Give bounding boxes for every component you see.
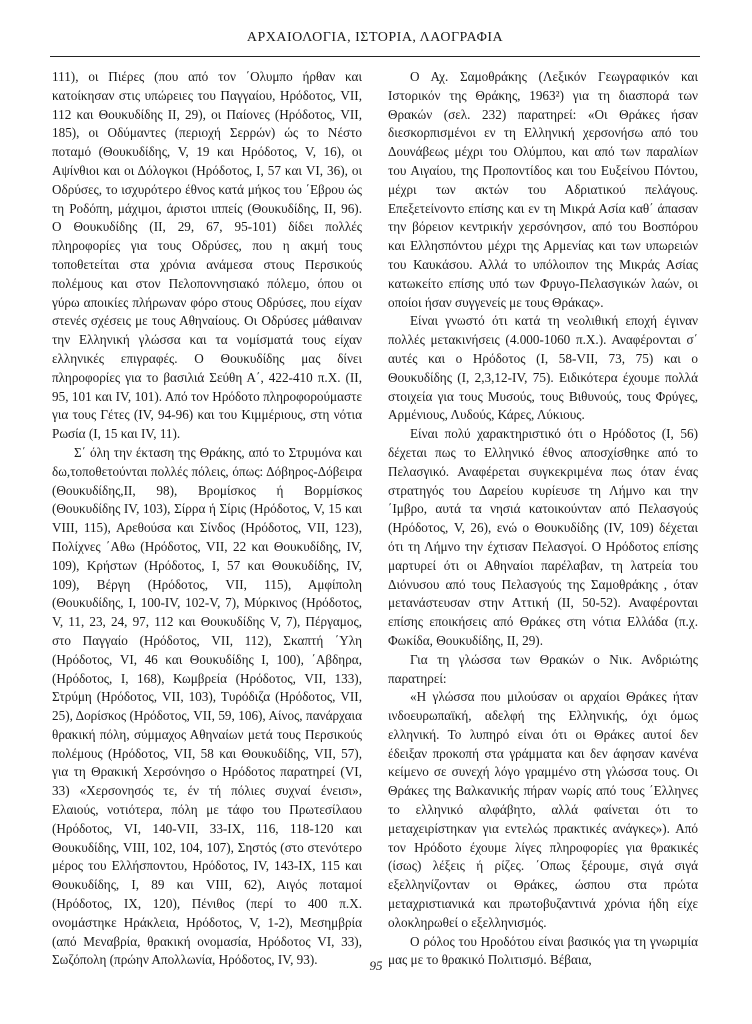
right-column bbox=[388, 68, 698, 970]
left-column bbox=[52, 68, 362, 970]
paragraph: 111), οι Πιέρες (που από τον ΄Ολυμπο ήρθαν και κατοίκησαν στις υπώρειες του Παγγαίου, Ηρόδοτος, VII, 112 και Θουκυδίδης ΙΙ, 29), οι Παίονες (Ηρόδοτος, VII, 185), οι Οδύμαντες (περιοχή Σερρών) ώς το Νέστο ποταμό (Θουκυδίδης, V, 19 και Ηρόδοτος, V, 16), οι Αψίνθιοι και οι Δόλογκοι (Ηρόδοτος, Ι, 57 και VI, 36), οι Οδρύσες, το ισχυρότερο έθνος κατά μήκος του ΄Εβρου ώς τη Ροδόπη, μάχιμοι, άριστοι ιππείς (Θουκυδίδης, ΙΙ, 96). Ο Θουκυδίδης (ΙΙ, 29, 67, 95-101) δίδει πολλές πληροφορίες για τους Οδρύσες, που η ακμή τους τοποθετείται στα χρόνια ανάμεσα στους Περσικούς πολέμους και στον Πελοποννησιακό πόλεμο, όπου οι γύρω αποικίες πλήρωναν φόρο στους Οδρύσες, που είχαν στενές σχέσεις με τους Αθηναίους. Οι Οδρύσες μάθαιναν την Ελληνική γλώσσα και τα νομίσματά τους είχαν ελληνικές επιγραφές. Ο Θουκυδίδης μας δίνει πληροφορίες για το βασιλιά Σεύθη Α΄, 422-410 π.Χ. (ΙΙ, 95, 101 και IV, 101). Από τον Ηρόδοτο πληροφορούμαστε για τους Γέτες (IV, 94-96) και του Κιμμέριους, στη νότια Ρωσία (Ι, 15 και IV, 11). bbox=[52, 69, 362, 442]
running-header: ΑΡΧΑΙΟΛΟΓΙΑ, ΙΣΤΟΡΙΑ, ΛΑΟΓΡΑΦΙΑ bbox=[246, 30, 504, 45]
paragraph: Ο Αχ. Σαμοθράκης (Λεξικόν Γεωγραφικόν και Ιστορικόν της Θράκης, 1963²) για τη διασπορά των Θρακών (σελ. 232) παρατηρεί: «Οι Θράκες ήσαν διεσκορπισμένοι εν τη Ελληνική χερσονήσω από του Δουνάβεως μέχρι του Ολύμπου, και από των παραλίων του Αιγαίου, της Προποντίδος και του Ευξείνου Πόντου, μέχρι των ακτών του Αδριατικού πελάγους. Επεξετείνοντο επίσης και εν τη Μικρά Ασία καθ΄ άπασαν την βόρειον κεντρικήν χερσόνησον, από του Βοσπόρου και Ελλησπόντου μέχρι της Αρμενίας και των υπωρειών του Καυκάσου. Αλλά το υπόλοιπον της Μικράς Ασίας κατωκείτο επίσης υπό των Φρυγο-Πελασγικών λαών, οι οποίοι ήσαν συγγενείς με τους Θράκας». bbox=[388, 69, 698, 310]
quote-paragraph: «Η γλώσσα που μιλούσαν οι αρχαίοι Θράκες ήταν ινδοευρωπαϊκή, αδελφή της Ελληνικής, όχι όμως ελληνική. Το λυπηρό είναι ότι οι Θράκες αυτοί δεν έδειξαν προκοπή στα γράμματα και δεν άφησαν κανένα κείμενο σε συνεχή λόγο γραμμένο στη γλώσσα τους. Οι Θράκες της Βαλκανικής πήραν νωρίς από τους ΄Ελληνες το ελληνικό αλφάβητο, αλλά φαίνεται ότι το μεταχειρίστηκαν για εντελώς πρακτικές ανάγκες»). Από τον Ηρόδοτο έχουμε λίγες πληροφορίες για θρακικές (ίσως) λέξεις ή ρίζες. ΄Οπως ξέρουμε, σιγά σιγά εξελληνίζονταν οι Θράκες, ώσπου στα πρώτα μεταχριστιανικά και πρωτοβυζαντινά χρόνια ήδη είχε ολοκληρωθεί ο εξελληνισμός. bbox=[388, 689, 698, 930]
paragraph: Είναι πολύ χαρακτηριστικό ότι ο Ηρόδοτος (Ι, 56) δέχεται πως το Ελληνικό έθνος αποσχίσθηκε από το Πελασγικό. Αναφέρεται συγκεκριμένα πως όταν ένας στρατηγός του Δαρείου κυρίευσε τη Λήμνο και την ΄Ιμβρο, αυτά τα νησιά κατοικούνταν από Πελασγούς (Ηρόδοτος, V, 26), ενώ ο Θουκυδίδης (IV, 109) δέχεται ότι τη Λήμνο την έχτισαν Πελασγοί. Ο Ηρόδοτος επίσης μαρτυρεί ότι οι Αθηναίοι παρέλαβαν, τη λατρεία του Διόνυσου από τους Πελασγούς της Σαμοθράκης , όταν μετανάστευσαν στην Αττική (ΙΙ, 50-52). Αναφέρονται επίσης εποικήσεις από Θράκες στη νότια Ελλάδα (π.χ. Φωκίδα, Θουκυδίδης, ΙΙ, 29). bbox=[388, 426, 698, 648]
paragraph: Σ΄ όλη την έκταση της Θράκης, από το Στρυμόνα και δω,τοποθετούνται πολλές πόλεις, όπως: Δόβηρος-Δόβειρα (Θουκυδίδης,ΙΙ, 98), Βρομίσκος ή Βορμίσκος (Θουκυδίδης IV, 103), Σίρρα ή Σίρις (Ηρόδοτος, V, 15 και VIII, 115), Αρεθούσα και Σίνδος (Ηρόδοτος, VII, 123), Πολίχνες ΄Αθω (Ηρόδοτος, VII, 22 και Θουκυδίδης, IV, 109), Κρήστων (Ηρόδοτος, Ι, 57 και Θουκυδίδης, IV, 109), Βέργη (Ηρόδοτος, VII, 115), Αμφίπολη (Θουκυδίδης, Ι, 100-IV, 102-V, 7), Μύρκινος (Ηρόδοτος, V, 11, 23, 24, 97, 112 και Θουκυδίδης V, 7), Πέργαμος, στο Παγγαίο (Ηρόδοτος, VII, 112), Σκαπτή ΄Υλη (Ηρόδοτος, VI, 46 και Θουκυδίδης Ι, 100), ΄Αβδηρα, (Ηρόδοτος, Ι, 168), Κωμβρεία (Ηρόδοτος, VII, 133), Στρύμη (Ηρόδοτος, VII, 103), Τυρόδιζα (Ηρόδοτος, VII, 25), Δορίσκος (Ηρόδοτος, VII, 59, 106), Αίνος, πανάρχαια θρακική πόλη, σύμμαχος Αθηναίων μετά τους Περσικούς πολέμους (Ηρόδοτος, VII, 58 και Θουκυδίδης, VII, 57), για τη Θρακική Χερσόνησο ο Ηρόδοτος παρατηρεί (VI, 33) «Χερσονησός τε, έν τή πόλιες συχναί ένεισι», Ελαιούς, νοτιότερα, πόλη με τάφο του Πρωτεσίλαου (Ηρόδοτος, VI, 140-VII, 33-IX, 116, 118-120 και Θουκυδίδης, VIII, 102, 104, 107), Σηστός (στο στενότερο μέρος του Ελλήσποντου, Ηρόδοτος, IV, 143-IX, 115 και Θουκυδίδης, Ι, 89 και VIII, 62), Αιγός ποταμοί (Ηρόδοτος, IX, 120), Πένιθος (περί το 400 π.Χ. ονομάστηκε Ηράκλεια, Ηρόδοτος, V, 1-2), Μεσημβρία (από Μεναβρία, θρακική ονομασία, Ηρόδοτος VI, 33), Σωζόπολη (πρώην Απολλωνία, Ηρόδοτος, IV, 93). bbox=[52, 444, 362, 968]
paragraph: Για τη γλώσσα των Θρακών ο Νικ. Ανδριώτης παρατηρεί: bbox=[388, 651, 698, 686]
page-number: 95 bbox=[369, 958, 383, 973]
paragraph: Ο ρόλος του Ηροδότου είναι βασικός για τη γνωριμία μας με το θρακικό Πολιτισμό. Βέβαια, bbox=[388, 933, 698, 968]
header-rule bbox=[50, 56, 700, 57]
paragraph: Είναι γνωστό ότι κατά τη νεολιθική εποχή έγιναν πολλές μετακινήσεις (4.000-1060 π.Χ.). Αναφέρονται σ΄ αυτές και ο Ηρόδοτος (Ι, 58-VII, 73, 75) και ο Θουκυδίδης (Ι, 2,3,12-IV, 75). Ειδικότερα έχουμε πολλά στοιχεία για τους Μυσούς, τους Βιθυνούς, τους Φρύγες, Αρμένιους, Λυδούς, Κάρες, Λύκιους. bbox=[388, 313, 698, 423]
